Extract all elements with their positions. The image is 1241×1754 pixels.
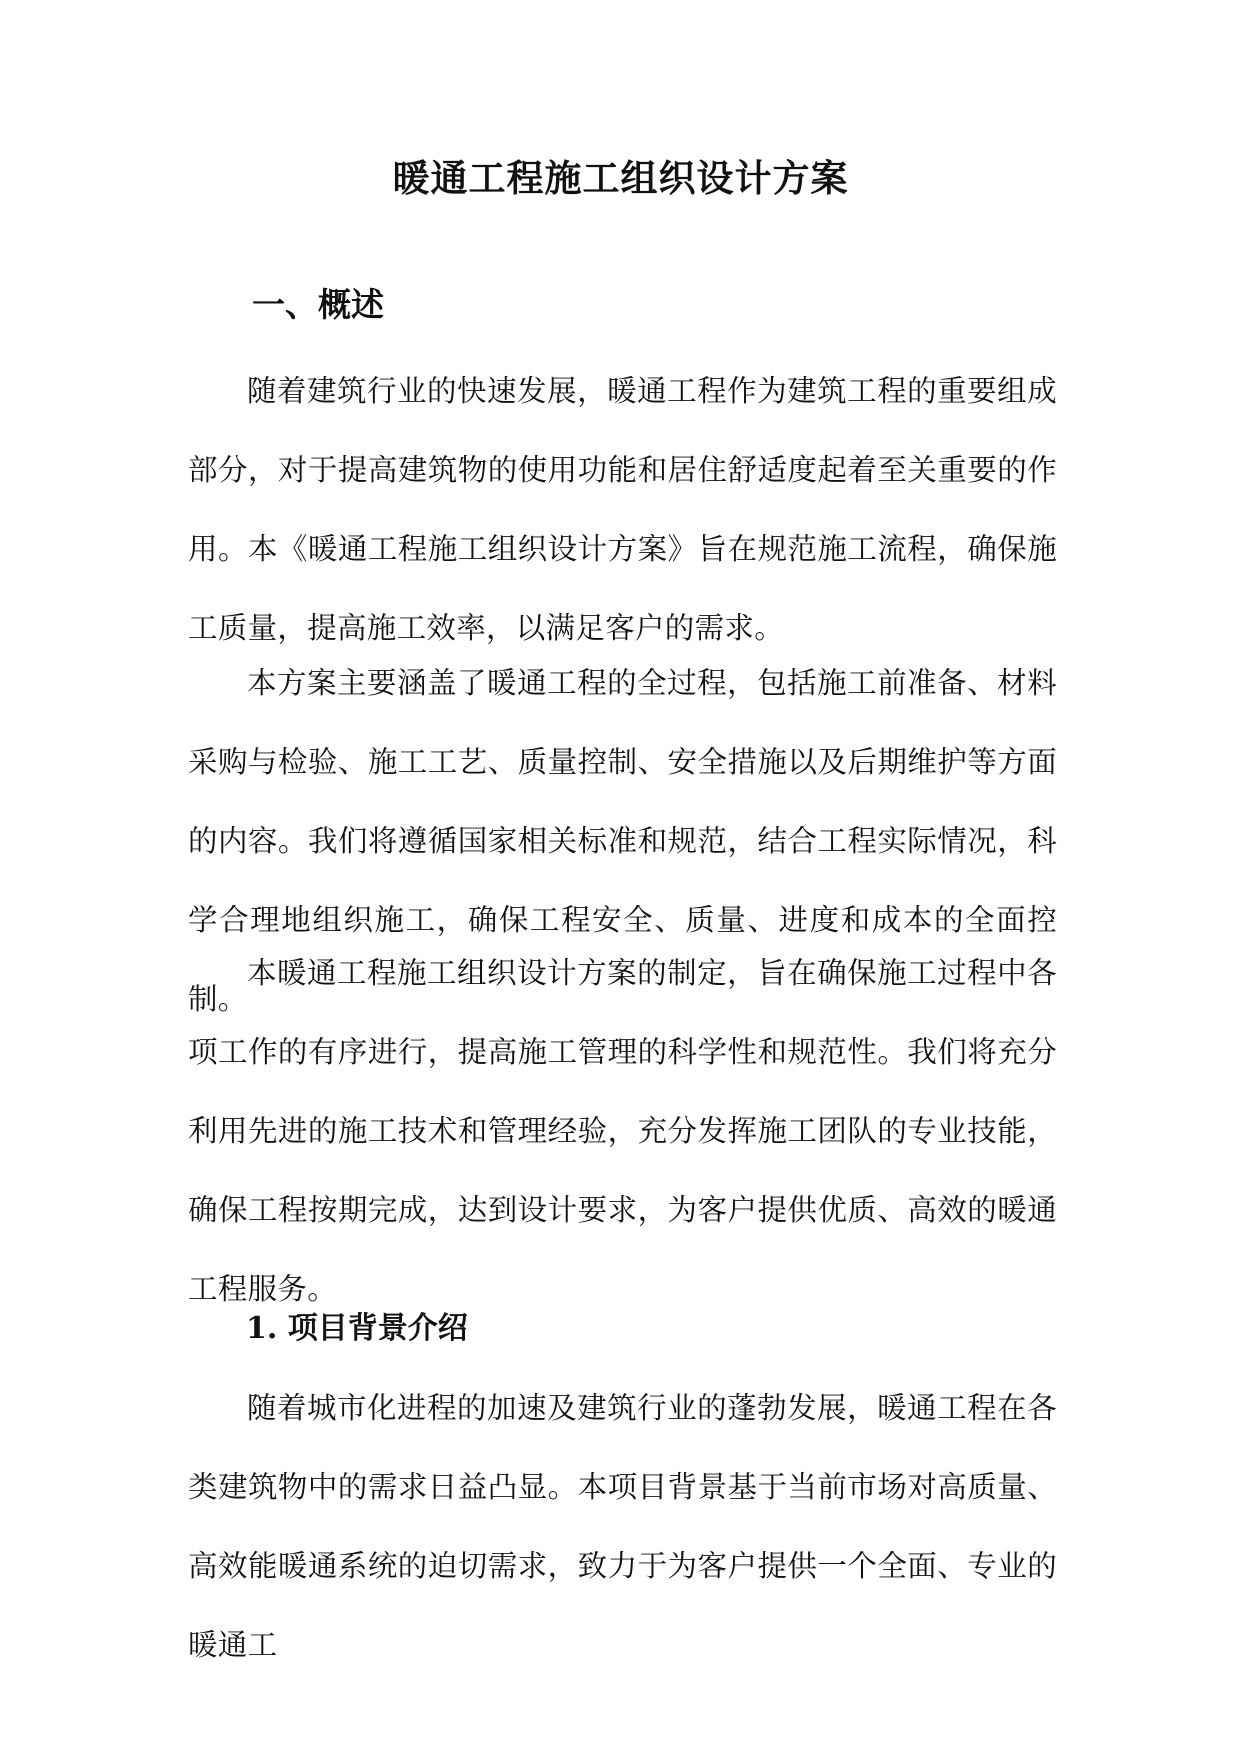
paragraph: 随着城市化进程的加速及建筑行业的蓬勃发展，暖通工程在各类建筑物中的需求日益凸显。本项目背景基于当前市场对高质量、高效能暖通系统的迫切需求，致力于为客户提供一个全面、专业的暖通工 bbox=[188, 1391, 1057, 1662]
subsection-heading-project-background: 1. 项目背景介绍 bbox=[246, 1311, 468, 1346]
paragraph: 随着建筑行业的快速发展，暖通工程作为建筑工程的重要组成部分，对于提高建筑物的使用功能和居住舒适度起着至关重要的作用。本《暖通工程施工组织设计方案》旨在规范施工流程，确保施工质量，提高施工效率，以满足客户的需求。 bbox=[188, 374, 1057, 645]
document-title: 暖通工程施工组织设计方案 bbox=[392, 156, 849, 200]
paragraph: 本暖通工程施工组织设计方案的制定，旨在确保施工过程中各项工作的有序进行，提高施工管理的科学性和规范性。我们将充分利用先进的施工技术和管理经验，充分发挥施工团队的专业技能，确保工程按期完成，达到设计要求，为客户提供优质、高效的暖通工程服务。 bbox=[188, 956, 1057, 1306]
section-heading-overview: 一、概述 bbox=[252, 285, 384, 324]
paragraph: 本方案主要涵盖了暖通工程的全过程，包括施工前准备、材料采购与检验、施工工艺、质量控制、安全措施以及后期维护等方面的内容。我们将遵循国家相关标准和规范，结合工程实际情况，科学合理地组织施工，确保工程安全、质量、进度和成本的全面控制。 bbox=[188, 666, 1057, 1016]
